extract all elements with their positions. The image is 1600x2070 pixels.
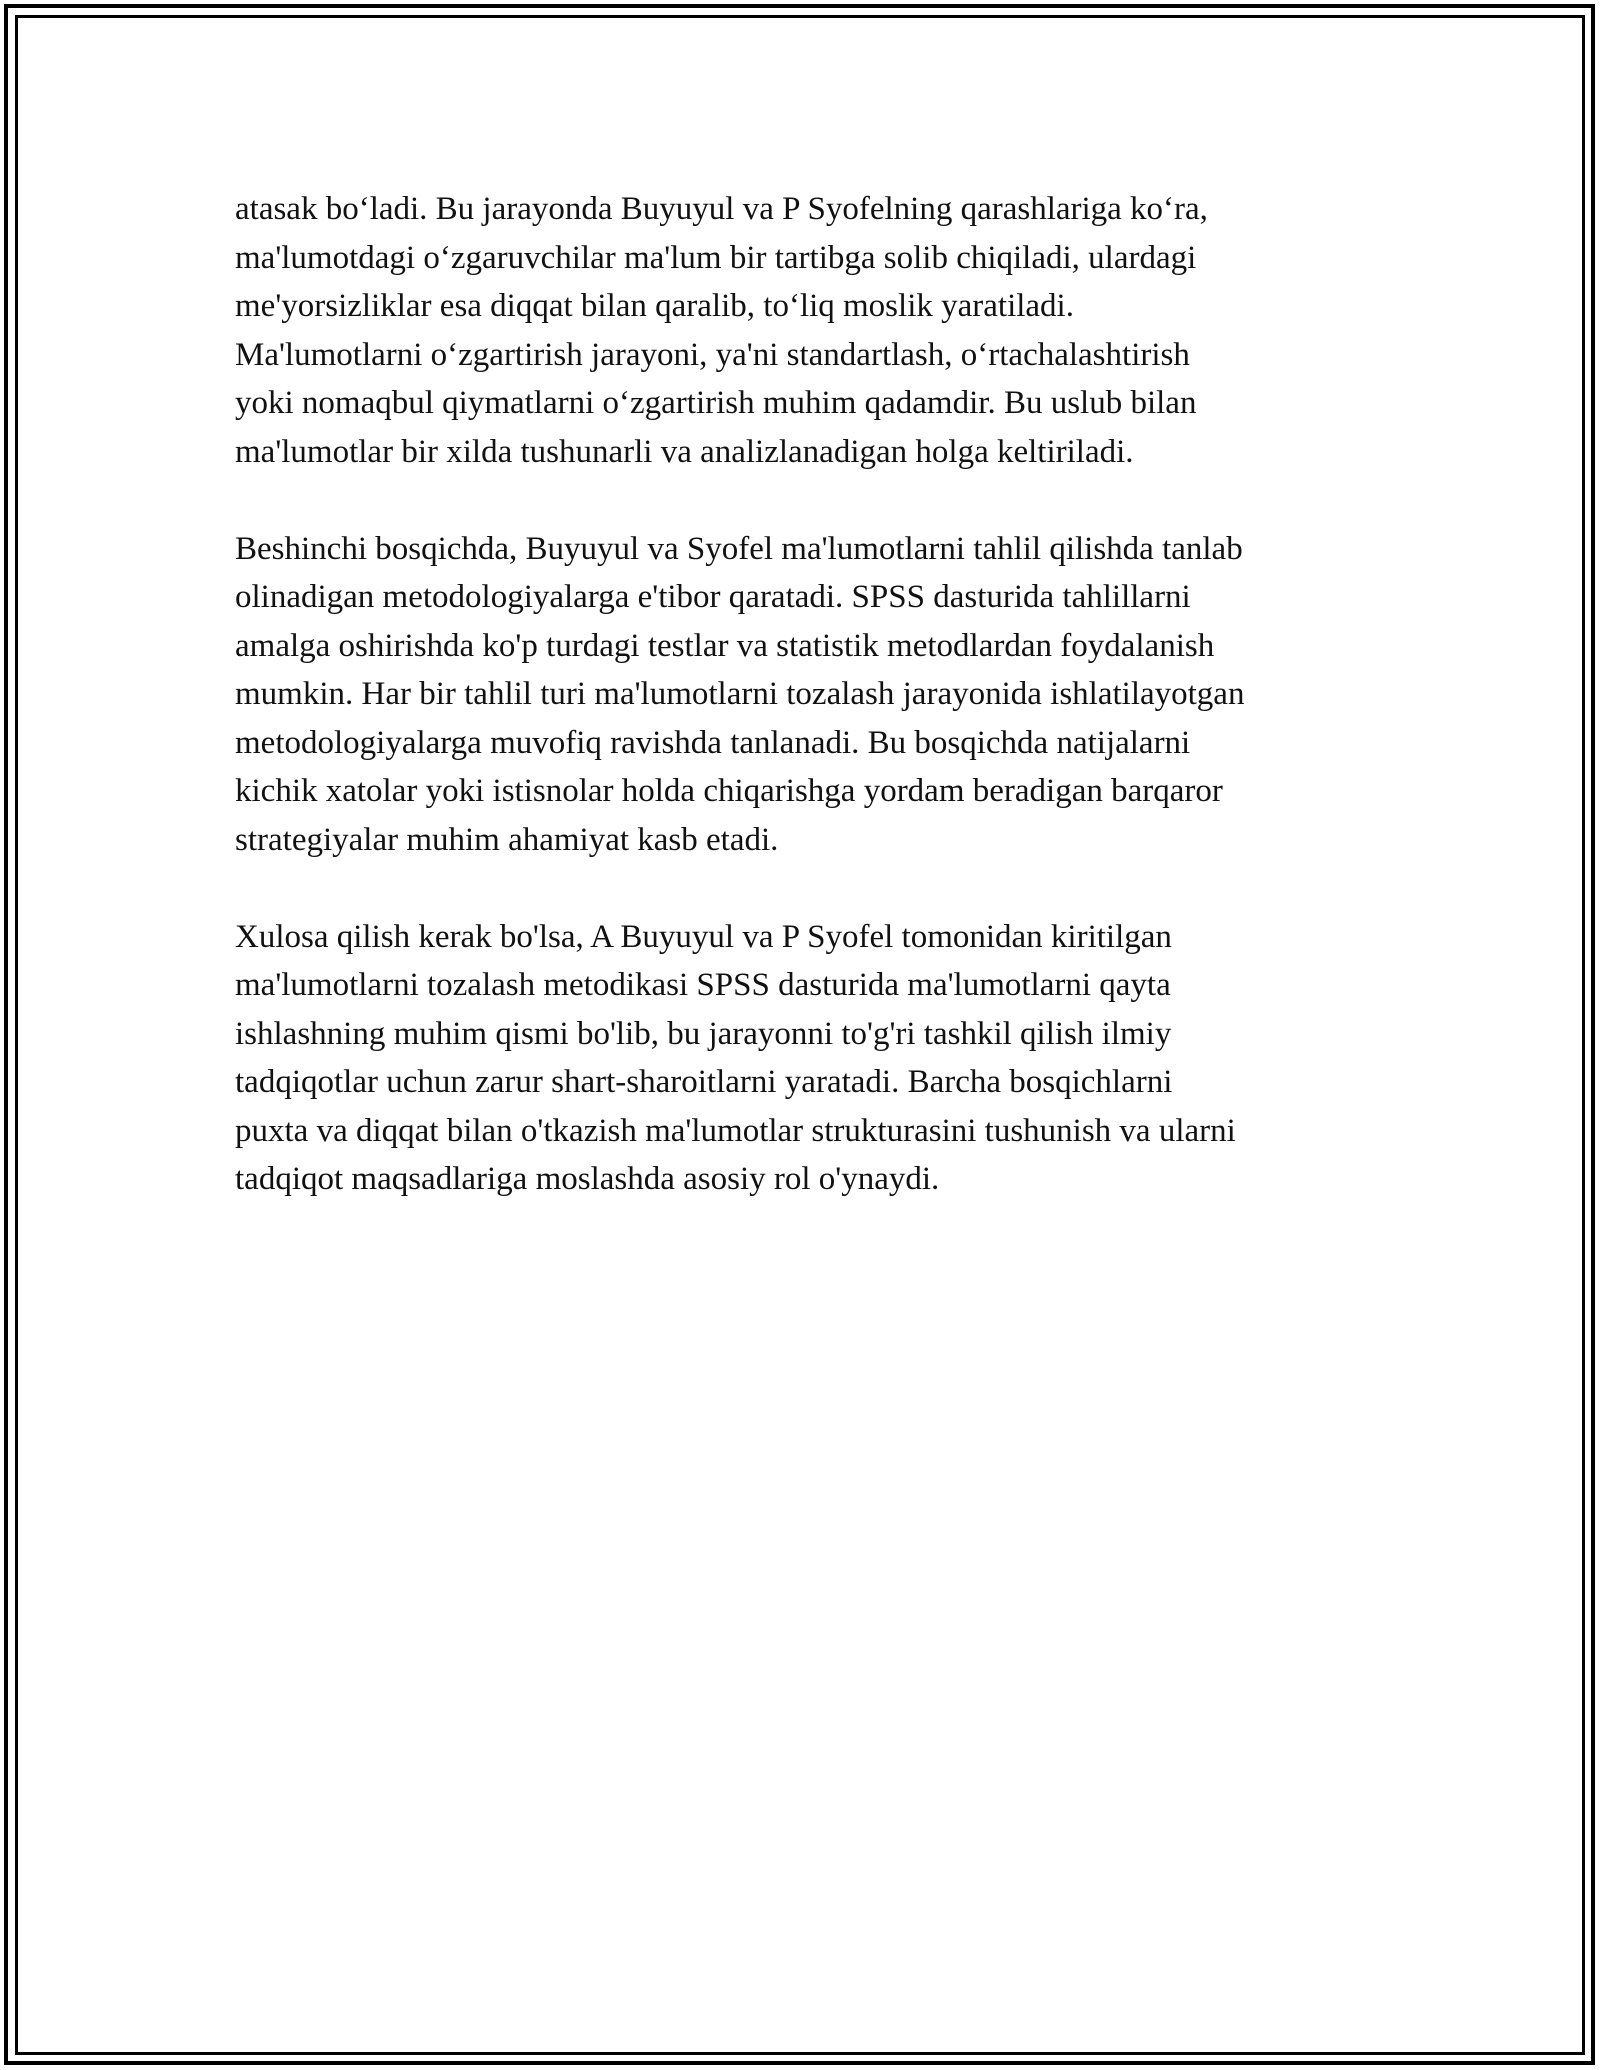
text-line: Beshinchi bosqichda, Buyuyul va Syofel ma'lumotlarni tahlil qilishda tanlab (235, 530, 1243, 567)
text-line: metodologiyalarga muvofiq ravishda tanlanadi. Bu bosqichda natijalarni (235, 724, 1191, 761)
text-line: yoki nomaqbul qiymatlarni o‘zgartirish muhim qadamdir. Bu uslub bilan (235, 385, 1197, 421)
text-line: tadqiqot maqsadlariga moslashda asosiy rol o'ynaydi. (235, 1161, 940, 1197)
text-line: strategiyalar muhim ahamiyat kasb etadi. (235, 821, 779, 858)
text-line: mumkin. Har bir tahlil turi ma'lumotlarni tozalash jarayonida ishlatilayotgan (235, 676, 1245, 712)
text-line: kichik xatolar yoki istisnolar holda chiqarishga yordam beradigan barqaror (235, 773, 1223, 809)
text-line: amalga oshirishda ko'p turdagi testlar va statistik metodlardan foydalanish (235, 627, 1215, 664)
page-content (235, 185, 1365, 1204)
text-line: ma'lumotlarni tozalash metodikasi SPSS dasturida ma'lumotlarni qayta (235, 967, 1171, 1003)
text-line: ishlashning muhim qismi bo'lib, bu jarayonni to'g'ri tashkil qilish ilmiy (235, 1015, 1172, 1052)
paragraph-3 (235, 913, 1365, 1204)
text-line: Xulosa qilish kerak bo'lsa, A Buyuyul va P Syofel tomonidan kiritilgan (235, 918, 1172, 955)
paragraph-spacer (235, 476, 1365, 525)
text-line: me'yorsizliklar esa diqqat bilan qaralib, to‘liq moslik yaratiladi. (235, 288, 1074, 324)
text-line: olinadigan metodologiyalarga e'tibor qaratadi. SPSS dasturida tahlillarni (235, 579, 1191, 615)
paragraph-1 (235, 185, 1365, 476)
text-line: ma'lumotlar bir xilda tushunarli va analizlanadigan holga keltiriladi. (235, 433, 1134, 470)
paragraph-2 (235, 525, 1365, 865)
text-line: tadqiqotlar uchun zarur shart-sharoitlarni yaratadi. Barcha bosqichlarni (235, 1064, 1173, 1100)
text-line: ma'lumotdagi o‘zgaruvchilar ma'lum bir tartibga solib chiqiladi, ulardagi (235, 239, 1197, 276)
text-line: atasak bo‘ladi. Bu jarayonda Buyuyul va P Syofelning qarashlariga ko‘ra, (235, 191, 1208, 227)
paragraph-spacer (235, 864, 1365, 913)
text-line: Ma'lumotlarni o‘zgartirish jarayoni, ya'ni standartlash, o‘rtachalashtirish (235, 336, 1190, 373)
text-line: puxta va diqqat bilan o'tkazish ma'lumotlar strukturasini tushunish va ularni (235, 1112, 1236, 1149)
